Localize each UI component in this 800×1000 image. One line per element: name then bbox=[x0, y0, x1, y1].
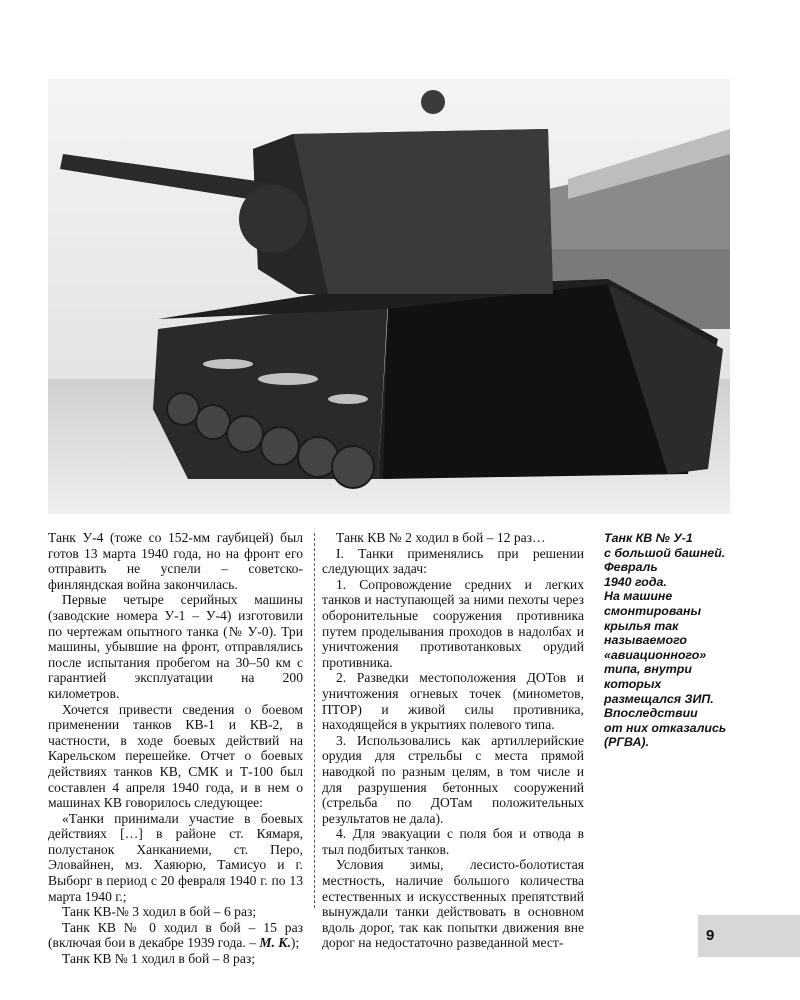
paragraph: 1. Сопровождение средних и легких танков и наступающей за ними пехоты через оборонительные сооружения противника путем проделывания проходов в надолбах и уничтожения противотанковых орудий противника. bbox=[322, 576, 584, 670]
caption-line: называемого bbox=[604, 633, 687, 648]
paragraph: I. Танки применялись при решении следующих задач: bbox=[322, 545, 584, 577]
paragraph: 2. Разведки местоположения ДОТов и уничтожения огневых точек (минометов, ПТОР) и живой силы противника, находящейся в укрытиях полевого типа. bbox=[322, 670, 584, 733]
paragraph: Хочется привести сведения о боевом применении танков КВ-1 и КВ-2, в частности, в ходе боевых действий на Карельском перешейке. Отчет о боевых действиях танков КВ, СМК и Т-100 был составлен 4 апреля 1940 года, и в нем о машинах КВ говорилось следующее: bbox=[48, 701, 303, 811]
caption-line: (РГВА). bbox=[604, 735, 649, 750]
paragraph: 4. Для эвакуации с поля боя и отвода в тыл подбитых танков. bbox=[322, 826, 584, 857]
paragraph: 3. Использовались как артиллерийские орудия для стрельбы с места прямой наводкой по разным целям, в том числе и для разрушения бетонных сооружений (стрельба по ДОТам положительных результатов не дала). bbox=[322, 732, 584, 826]
caption-line: Впоследствии bbox=[604, 706, 698, 721]
paragraph: Танк КВ № 2 ходил в бой – 12 раз… bbox=[336, 530, 546, 545]
middle-text-column bbox=[322, 530, 584, 951]
caption-line: которых bbox=[604, 676, 662, 691]
caption-line: типа, внутри bbox=[604, 662, 692, 677]
paragraph: Танк У-4 (тоже со 152-мм гаубицей) был готов 13 марта 1940 года, но на фронт его отправить не успели – советско-финляндская война закончилась. bbox=[48, 530, 303, 592]
paragraph bbox=[48, 920, 303, 951]
paragraph: Танк КВ-№ 3 ходил в бой – 6 раз; bbox=[62, 904, 257, 920]
caption-line: смонтированы bbox=[604, 603, 702, 618]
caption-line: с большой башней. bbox=[604, 545, 726, 560]
caption-line: «авиационного» bbox=[604, 647, 707, 662]
column-divider bbox=[314, 533, 315, 908]
paragraph: Танк КВ № 1 ходил в бой – 8 раз; bbox=[62, 951, 256, 967]
tank-photo bbox=[48, 79, 730, 514]
left-text-column bbox=[48, 530, 303, 967]
page-number-tab bbox=[698, 915, 800, 957]
photo-caption bbox=[604, 531, 734, 750]
caption-line: Февраль bbox=[604, 560, 658, 575]
paragraph: Первые четыре серийных машины (заводские номера У-1 – У-4) изготовили по чертежам опытного танка (№ У-0). Три машины, убывшие на фронт, отправлялись после испытания пробегом на 30–50 км с гарантией эксплуатации на 200 километров. bbox=[48, 592, 303, 701]
paragraph-text: Танк КВ № 0 ходил в бой – 15 раз (включая бои в декабре 1939 года. – bbox=[48, 919, 303, 951]
caption-line: Танк КВ № У-1 bbox=[604, 531, 693, 545]
caption-line: На машине bbox=[604, 589, 673, 604]
caption-line: размещался ЗИП. bbox=[604, 691, 714, 706]
caption-line: от них отказались bbox=[604, 720, 727, 735]
caption-line: 1940 года. bbox=[604, 574, 667, 589]
paragraph: «Танки принимали участие в боевых действиях […] в районе ст. Кямаря, полустанок Ханканиеми, ст. Перо, Эловайнен, мз. Хаяюрю, Тамисуо и г. Выборг в период с 20 февраля 1940 г. по 13 марта 1940 г.; bbox=[48, 810, 303, 904]
paragraph-tail: ); bbox=[290, 935, 300, 951]
caption-line: крылья так bbox=[604, 618, 679, 633]
page-number: 9 bbox=[706, 927, 715, 944]
author-initials: М. К. bbox=[259, 935, 291, 951]
paragraph: Условия зимы, лесисто-болотистая местность, наличие большого количества естественных и искусственных препятствий вынуждали танки действовать в основном вдоль дорог, так как попытки движения вне дорог на недостаточно разведанной мест- bbox=[322, 857, 584, 951]
